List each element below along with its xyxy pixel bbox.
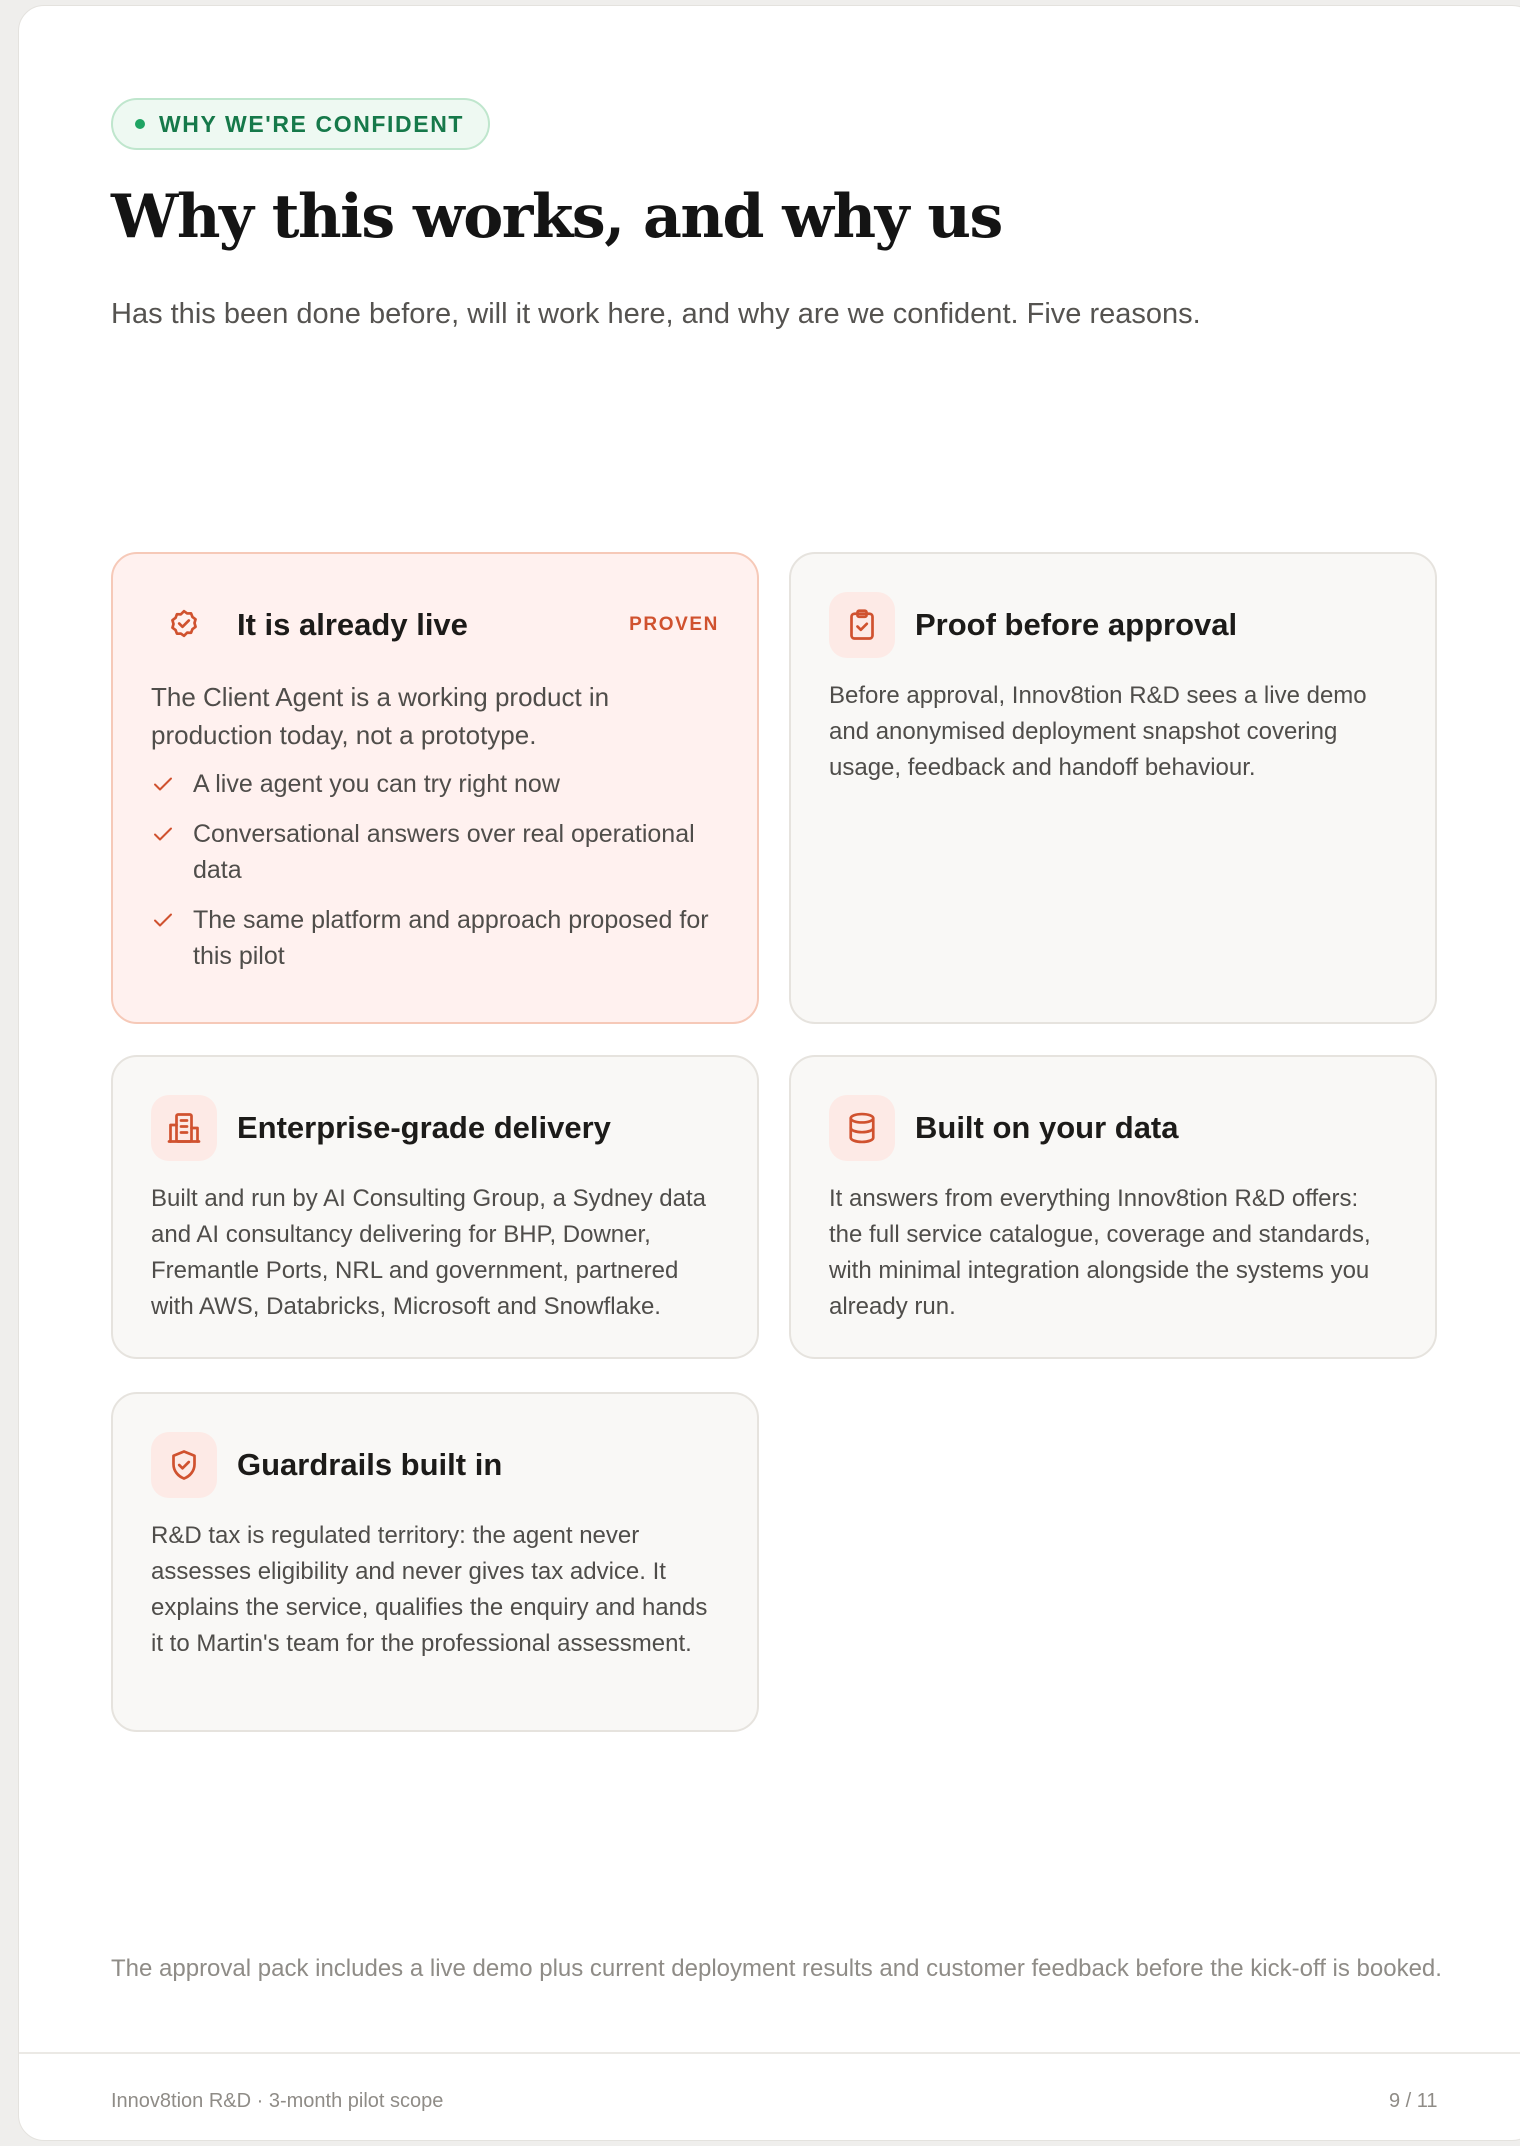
page-title: Why this works, and why us bbox=[111, 182, 1002, 252]
card-title: Built on your data bbox=[915, 1110, 1179, 1145]
checklist-text: The same platform and approach proposed for this pilot bbox=[193, 906, 709, 970]
card-guardrails bbox=[111, 1392, 759, 1732]
card-body: Before approval, Innov8tion R&D sees a live demo and anonymised deployment snapshot covering usage, feedback and handoff behaviour. bbox=[829, 682, 1367, 781]
card-title: It is already live bbox=[237, 607, 468, 642]
checklist-text: A live agent you can try right now bbox=[193, 770, 560, 798]
building-icon bbox=[151, 1095, 217, 1161]
badge-check-icon bbox=[151, 592, 217, 658]
checklist-item bbox=[151, 766, 719, 802]
proof-checklist bbox=[151, 766, 719, 974]
card-title: Guardrails built in bbox=[237, 1447, 503, 1482]
footnote: The approval pack includes a live demo plus current deployment results and customer feedback before the kick-off is booked. bbox=[111, 1955, 1442, 1982]
page-number: 9 / 11 bbox=[1389, 2090, 1438, 2112]
card-body: The Client Agent is a working product in production today, not a prototype. bbox=[151, 682, 610, 750]
green-dot-icon bbox=[135, 119, 145, 129]
footer-divider bbox=[19, 2052, 1520, 2054]
checklist-item bbox=[151, 816, 719, 888]
section-eyebrow-badge bbox=[111, 98, 490, 150]
card-body: R&D tax is regulated territory: the agent never assesses eligibility and never gives tax advice. It explains the service, qualifies the enquiry and hands it to Martin's team for the professional assessment. bbox=[151, 1522, 708, 1657]
checklist-text: Conversational answers over real operational data bbox=[193, 820, 695, 884]
card-already-live bbox=[111, 552, 759, 1024]
database-icon bbox=[829, 1095, 895, 1161]
document-page bbox=[18, 5, 1520, 2141]
card-proof-before-approval bbox=[789, 552, 1437, 1024]
shield-check-icon bbox=[151, 1432, 217, 1498]
clipboard-check-icon bbox=[829, 592, 895, 658]
checklist-item bbox=[151, 902, 719, 974]
card-enterprise-delivery bbox=[111, 1055, 759, 1359]
card-title: Proof before approval bbox=[915, 607, 1238, 642]
footer-document-label: Innov8tion R&D · 3-month pilot scope bbox=[111, 2090, 444, 2112]
card-body: It answers from everything Innov8tion R&D offers: the full service catalogue, coverage and standards, with minimal integration alongside the systems you already run. bbox=[829, 1185, 1371, 1320]
card-built-on-your-data bbox=[789, 1055, 1437, 1359]
card-body: Built and run by AI Consulting Group, a Sydney data and AI consultancy delivering for BHP, Downer, Fremantle Ports, NRL and government, partnered with AWS, Databricks, Microsoft and Snowflake. bbox=[151, 1185, 707, 1320]
eyebrow-label: WHY WE'RE CONFIDENT bbox=[159, 110, 465, 137]
page-subtitle: Has this been done before, will it work here, and why are we confident. Five reasons. bbox=[111, 298, 1201, 330]
card-title: Enterprise-grade delivery bbox=[237, 1110, 611, 1145]
checkmark-icon bbox=[151, 816, 175, 852]
checkmark-icon bbox=[151, 766, 175, 802]
checkmark-icon bbox=[151, 902, 175, 938]
proven-badge: PROVEN bbox=[629, 614, 719, 635]
